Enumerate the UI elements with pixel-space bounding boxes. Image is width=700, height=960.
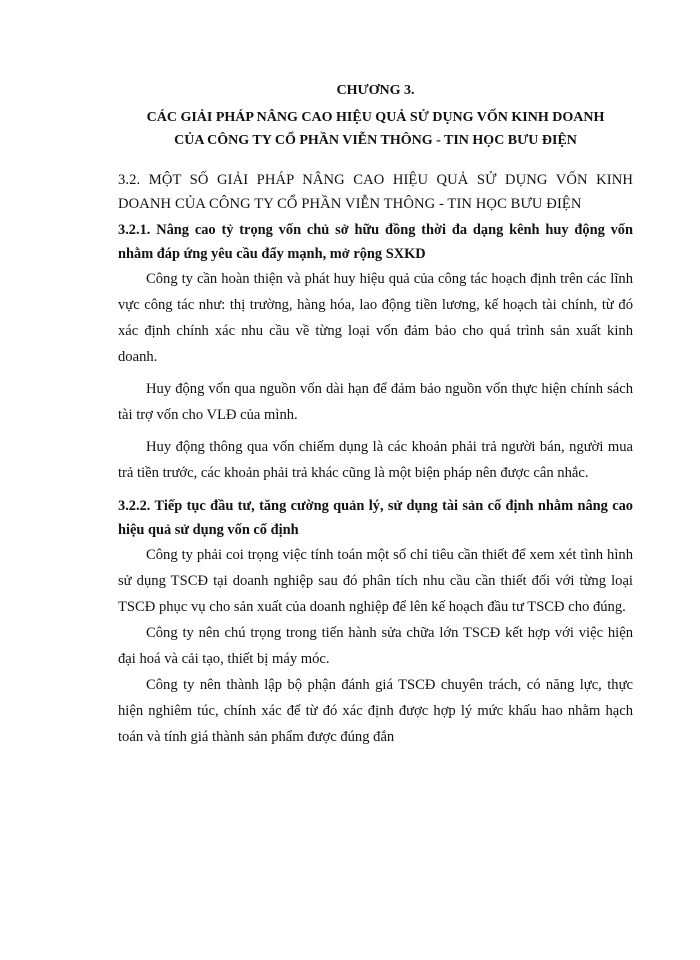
paragraph: Huy động vốn qua nguồn vốn dài hạn để đảm bảo nguồn vốn thực hiện chính sách tài trợ vốn cho VLĐ của mình.	[118, 381, 633, 423]
chapter-subtitle-line-1: CÁC GIẢI PHÁP NÂNG CAO HIỆU QUẢ SỬ DỤNG VỐN KINH DOANH	[146, 110, 605, 125]
paragraph: Công ty cần hoàn thiện và phát huy hiệu quả của công tác hoạch định trên các lĩnh vực công tác như: thị trường, hàng hóa, lao động tiền lương, kế hoạch tài chính, từ đó xác định chính xác nhu cầu về từng loại vốn đảm bảo cho quá trình sản xuất kinh doanh.	[118, 271, 633, 365]
chapter-subtitle-line-2: CỦA CÔNG TY CỔ PHẦN VIỄN THÔNG - TIN HỌC BƯU ĐIỆN	[174, 133, 577, 148]
document-page	[118, 80, 633, 750]
paragraph: Công ty nên chú trọng trong tiến hành sửa chữa lớn TSCĐ kết hợp với việc hiện đại hoá và cải tạo, thiết bị máy móc.	[118, 625, 633, 667]
paragraph: Công ty nên thành lập bộ phận đánh giá TSCĐ chuyên trách, có năng lực, thực hiện nghiêm túc, chính xác để từ đó xác định được hợp lý mức khấu hao nhằm hạch toán và tính giá thành sản phẩm được đúng đắn	[118, 677, 633, 745]
section-heading: 3.2. MỘT SỐ GIẢI PHÁP NÂNG CAO HIỆU QUẢ SỬ DỤNG VỐN KINH DOANH CỦA CÔNG TY CỔ PHẦN VIỄN THÔNG - TIN HỌC BƯU ĐIỆN	[118, 172, 633, 212]
paragraph: Công ty phải coi trọng việc tính toán một số chỉ tiêu cần thiết để xem xét tình hình sử dụng TSCĐ tại doanh nghiệp sau đó phân tích nhu cầu cần thiết đối với từng loại TSCĐ phục vụ cho sản xuất của doanh nghiệp để lên kế hoạch đầu tư TSCĐ cho đúng.	[118, 547, 633, 615]
subsection-heading-3-2-2: 3.2.2. Tiếp tục đầu tư, tăng cường quản lý, sử dụng tài sản cố định nhằm nâng cao hiệu quả sử dụng vốn cố định	[118, 498, 633, 538]
chapter-title: CHƯƠNG 3.	[336, 83, 415, 98]
subsection-heading-3-2-1: 3.2.1. Nâng cao tỷ trọng vốn chủ sở hữu đồng thời đa dạng kênh huy động vốn nhằm đáp ứng yêu cầu đẩy mạnh, mở rộng SXKD	[118, 222, 633, 262]
paragraph: Huy động thông qua vốn chiếm dụng là các khoản phải trả người bán, người mua trả tiền trước, các khoản phải trả khác cũng là một biện pháp nên được cân nhắc.	[118, 439, 633, 481]
chapter-subtitle	[118, 106, 633, 152]
